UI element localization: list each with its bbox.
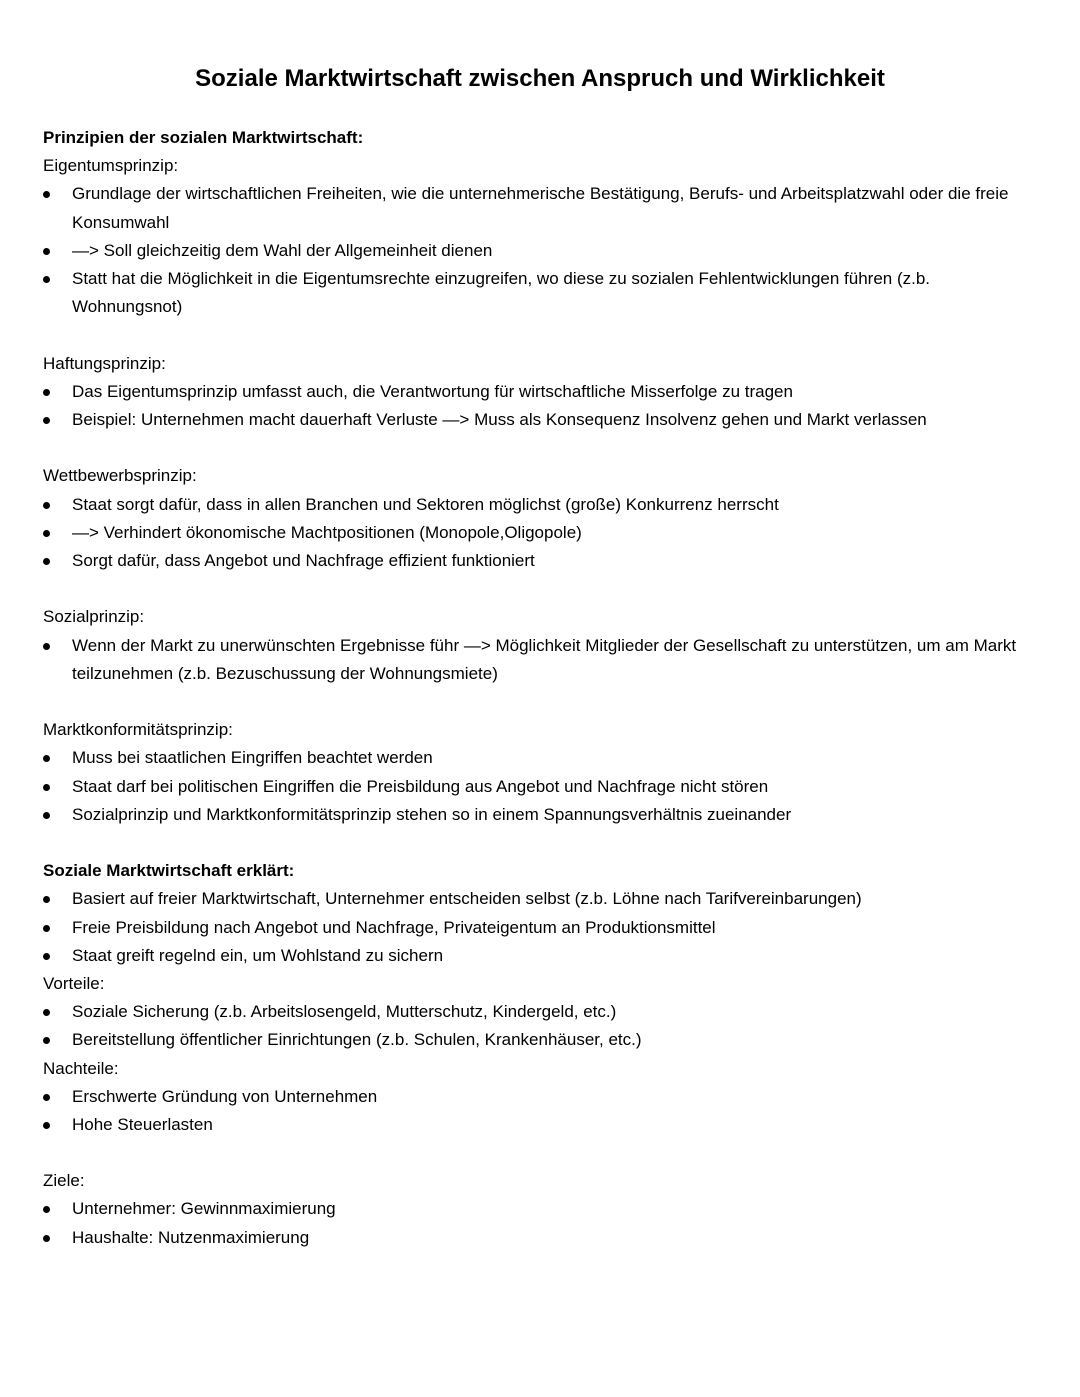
- bullet-icon: [43, 1206, 50, 1213]
- list-item: [43, 406, 1043, 434]
- bullet-icon: [43, 530, 50, 537]
- vorteile-list: [43, 998, 1043, 1054]
- document-title: Soziale Marktwirtschaft zwischen Anspruch und Wirklichkeit: [195, 65, 885, 92]
- list-item: [43, 519, 1043, 547]
- bullet-icon: [43, 643, 50, 650]
- list-item: [43, 237, 1043, 265]
- list-item: [43, 547, 1043, 575]
- bullet-icon: [43, 248, 50, 255]
- list-item-text: Soziale Sicherung (z.b. Arbeitslosengeld, Mutterschutz, Kindergeld, etc.): [72, 1002, 617, 1022]
- list-item-text: Staat darf bei politischen Eingriffen die Preisbildung aus Angebot und Nachfrage nicht stören: [72, 776, 769, 796]
- bullet-icon: [43, 1094, 50, 1101]
- haftung-label: Haftungsprinzip:: [43, 353, 166, 373]
- bullet-icon: [43, 1122, 50, 1129]
- list-item-text: Grundlage der wirtschaftlichen Freiheiten, wie die unternehmerische Bestätigung, Berufs- und Arbeitsplatzwahl oder die freie Konsumwahl: [72, 184, 1009, 232]
- list-item-text: Beispiel: Unternehmen macht dauerhaft Verluste —> Muss als Konsequenz Insolvenz gehen und Markt verlassen: [72, 409, 927, 429]
- list-item-text: Sorgt dafür, dass Angebot und Nachfrage effizient funktioniert: [72, 550, 535, 570]
- bullet-icon: [43, 784, 50, 791]
- list-item: [43, 632, 1043, 688]
- bullet-icon: [43, 389, 50, 396]
- list-item: [43, 1026, 1043, 1054]
- list-item: [43, 1224, 1043, 1252]
- list-item: [43, 998, 1043, 1026]
- document-content: [43, 124, 1043, 1252]
- bullet-icon: [43, 953, 50, 960]
- list-item: [43, 773, 1043, 801]
- list-item-text: Haushalte: Nutzenmaximierung: [72, 1227, 310, 1247]
- nachteile-label: Nachteile:: [43, 1058, 119, 1078]
- sozial-label: Sozialprinzip:: [43, 607, 145, 627]
- list-item-text: Das Eigentumsprinzip umfasst auch, die Verantwortung für wirtschaftliche Misserfolge zu tragen: [72, 381, 793, 401]
- list-item-text: Statt hat die Möglichkeit in die Eigentumsrechte einzugreifen, wo diese zu sozialen Fehlentwicklungen führen (z.b. Wohnungsnot): [72, 268, 931, 317]
- sozial-list: [43, 632, 1043, 688]
- bullet-icon: [43, 191, 50, 198]
- bullet-icon: [43, 812, 50, 819]
- list-item-text: Wenn der Markt zu unerwünschten Ergebnisse führ —> Möglichkeit Mitglieder der Gesellschaft zu unterstützen, um am Markt teilzunehmen (z.b. Bezuschussung der Wohnungsmiete): [72, 635, 1017, 683]
- bullet-icon: [43, 1037, 50, 1044]
- wettbewerb-list: [43, 491, 1043, 576]
- list-item: [43, 1111, 1043, 1139]
- ziele-list: [43, 1195, 1043, 1251]
- list-item: [43, 491, 1043, 519]
- list-item-text: Staat greift regelnd ein, um Wohlstand zu sichern: [72, 945, 444, 965]
- bullet-icon: [43, 896, 50, 903]
- list-item: [43, 1195, 1043, 1223]
- list-item-text: —> Soll gleichzeitig dem Wahl der Allgemeinheit dienen: [72, 240, 493, 260]
- bullet-icon: [43, 276, 50, 283]
- list-item-text: Staat sorgt dafür, dass in allen Branchen und Sektoren möglichst (große) Konkurrenz herrscht: [72, 494, 779, 514]
- list-item-text: Erschwerte Gründung von Unternehmen: [72, 1086, 378, 1106]
- list-item: [43, 378, 1043, 406]
- list-item-text: Hohe Steuerlasten: [72, 1114, 213, 1134]
- marktkonform-list: [43, 744, 1043, 829]
- list-item: [43, 180, 1043, 236]
- eigentum-label: Eigentumsprinzip:: [43, 156, 179, 176]
- bullet-icon: [43, 1235, 50, 1242]
- principles-heading: Prinzipien der sozialen Marktwirtschaft:: [43, 128, 364, 147]
- bullet-icon: [43, 925, 50, 932]
- list-item: [43, 744, 1043, 772]
- bullet-icon: [43, 502, 50, 509]
- eigentum-list: [43, 180, 1043, 321]
- vorteile-label: Vorteile:: [43, 973, 105, 993]
- list-item-text: Bereitstellung öffentlicher Einrichtungen (z.b. Schulen, Krankenhäuser, etc.): [72, 1030, 642, 1050]
- nachteile-list: [43, 1083, 1043, 1139]
- list-item-text: —> Verhindert ökonomische Machtpositionen (Monopole,Oligopole): [72, 522, 582, 542]
- list-item: [43, 942, 1043, 970]
- bullet-icon: [43, 1009, 50, 1016]
- list-item: [43, 1083, 1043, 1111]
- list-item-text: Muss bei staatlichen Eingriffen beachtet werden: [72, 748, 433, 768]
- list-item-text: Sozialprinzip und Marktkonformitätsprinzip stehen so in einem Spannungsverhältnis zueinander: [72, 804, 792, 824]
- marktkonform-label: Marktkonformitätsprinzip:: [43, 720, 233, 740]
- list-item: [43, 801, 1043, 829]
- list-item-text: Freie Preisbildung nach Angebot und Nachfrage, Privateigentum an Produktionsmittel: [72, 917, 716, 937]
- haftung-list: [43, 378, 1043, 434]
- wettbewerb-label: Wettbewerbsprinzip:: [43, 466, 197, 486]
- bullet-icon: [43, 558, 50, 565]
- list-item: [43, 885, 1043, 913]
- list-item: [43, 265, 1043, 321]
- bullet-icon: [43, 755, 50, 762]
- list-item: [43, 914, 1043, 942]
- explained-heading: Soziale Marktwirtschaft erklärt:: [43, 861, 295, 881]
- list-item-text: Unternehmer: Gewinnmaximierung: [72, 1199, 336, 1219]
- list-item-text: Basiert auf freier Marktwirtschaft, Unternehmer entscheiden selbst (z.b. Löhne nach Tarifvereinbarungen): [72, 889, 862, 909]
- ziele-label: Ziele:: [43, 1171, 85, 1191]
- bullet-icon: [43, 417, 50, 424]
- explained-list: [43, 885, 1043, 970]
